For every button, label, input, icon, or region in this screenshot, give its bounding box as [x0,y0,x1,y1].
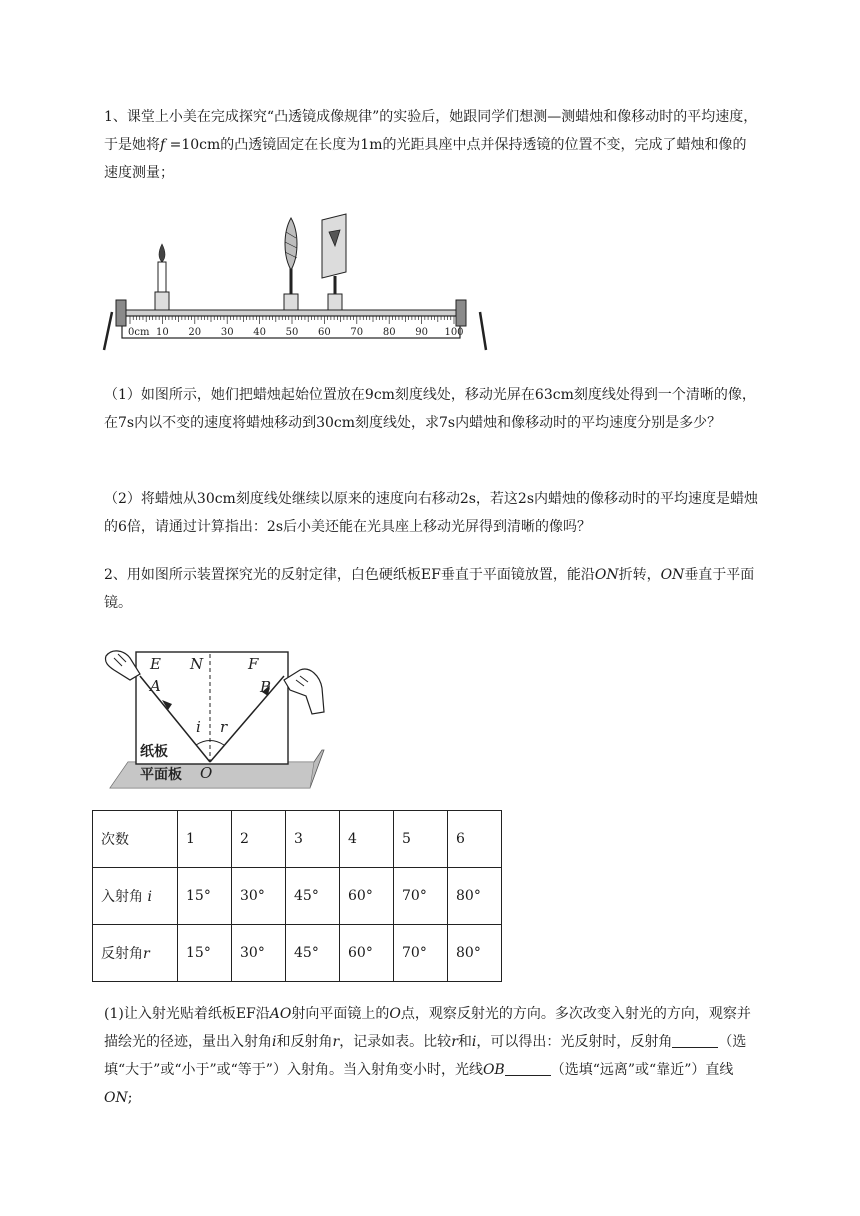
scale-label: 70 [350,327,364,338]
scale-label: 100 [444,327,464,338]
table-header-cell: 6 [448,811,502,868]
symbol: r [332,1034,340,1050]
text: 点，观察反射光的方向。多次改变入射光的方向，观察并描绘光的径迹，量出入射角 [104,1006,751,1050]
row-label-symbol: r [143,946,150,962]
table-header-cell: 1 [178,811,232,868]
symbol: O [389,1006,401,1022]
focal-symbol: f [160,137,166,153]
text: 和 [457,1034,472,1050]
reflection-figure [100,640,330,792]
on-symbol: ON [660,567,685,583]
scale-label: 10 [156,327,169,338]
symbol: ON [104,1090,128,1106]
table-cell: 45° [286,925,340,982]
table-header-cell: 2 [232,811,286,868]
label-r: r [220,718,228,736]
scale-label: 40 [253,327,266,338]
label-mirror: 平面板 [140,767,182,783]
row-label-reflect [93,925,178,982]
text: (1)让入射光贴着纸板EF沿 [104,1006,270,1022]
answer-blank-2[interactable] [505,1059,551,1076]
table-header-cell: 次数 [93,811,178,868]
q2-intro-text-c: 垂直于平面镜。 [104,567,755,611]
scale-label: 50 [285,327,299,338]
scale-label: 0cm [128,327,150,338]
table-header-cell: 3 [286,811,340,868]
symbol: i [471,1034,477,1050]
row-label-text: 反射角 [101,946,143,962]
scale-label: 60 [318,327,331,338]
row-label-incident [93,868,178,925]
on-symbol: ON [594,567,619,583]
optical-bench-figure [100,212,490,354]
table-cell: 70° [394,868,448,925]
table-header-cell: 5 [394,811,448,868]
label-e: E [150,655,161,673]
light-screen [322,214,346,310]
table-cell: 15° [178,868,232,925]
label-o: O [200,764,213,782]
symbol: r [451,1034,458,1050]
symbol: OB [482,1062,505,1078]
label-a: A [150,677,161,695]
scale-label: 20 [188,327,202,338]
table-cell: 15° [178,925,232,982]
angle-table [92,810,502,982]
label-n: N [190,655,204,673]
table-cell: 70° [394,925,448,982]
table-cell: 80° [448,868,502,925]
text: 射向平面镜上的 [291,1006,390,1022]
label-f: F [248,655,259,673]
table-header-cell: 4 [340,811,394,868]
label-b: B [260,678,272,696]
q2-part1 [104,1000,760,1112]
scale-label: 30 [220,327,234,338]
convex-lens [284,218,298,310]
answer-blank-1[interactable] [672,1031,718,1048]
text: ，可以得出：光反射时，反射角 [476,1034,673,1050]
text: 和反射角 [276,1034,333,1050]
candle [155,244,169,310]
table-cell: 45° [286,868,340,925]
q1-intro-text-b: =10cm的凸透镜固定在长度为1m的光距具座中点并保持透镜的位置不变，完成了蜡烛和像的速度测量； [104,137,747,181]
symbol: AO [269,1006,292,1022]
row-label-symbol: i [147,889,152,905]
text: （选填“大于”或“小于”或“等于”）入射角。当入射角变小时，光线 [104,1034,747,1078]
label-board: 纸板 [140,744,168,760]
scale-label: 90 [415,327,428,338]
label-i: i [196,718,201,736]
table-row [93,868,502,925]
table-cell: 30° [232,925,286,982]
symbol: i [272,1034,277,1050]
q1-part1: （1）如图所示，她们把蜡烛起始位置放在9cm刻度线处，移动光屏在63cm刻度线处得到一个清晰的像，在7s内以不变的速度将蜡烛移动到30cm刻度线处，求7s内蜡烛和像移动时的平均速度分别是多少？ [104,387,756,431]
text: ，记录如表。比较 [339,1034,452,1050]
table-cell: 60° [340,868,394,925]
q1-part2: （2）将蜡烛从30cm刻度线处继续以原来的速度向右移动2s，若这2s内蜡烛的像移动时的平均速度是蜡烛的6倍，请通过计算指出：2s后小美还能在光具座上移动光屏得到清晰的像吗？ [104,491,759,535]
q2-intro-text-a: 2、用如图所示装置探究光的反射定律，白色硬纸板EF垂直于平面镜放置，能沿 [104,567,595,583]
table-cell: 80° [448,925,502,982]
table-row [93,811,502,868]
row-label-text: 入射角 [101,889,148,905]
table-row [93,925,502,982]
q1-intro [104,103,760,187]
q1-intro-text-a: 1、课堂上小美在完成探究“凸透镜成像规律”的实验后，她跟同学们想测—测蜡烛和像移动时的平均速度，于是她将 [104,109,758,153]
scale-label: 80 [382,327,396,338]
q2-intro [104,561,760,617]
text: （选填“远离”或“靠近”）直线 [550,1062,734,1078]
q2-intro-text-b: 折转， [618,567,661,583]
table-cell: 60° [340,925,394,982]
table-cell: 30° [232,868,286,925]
text: ; [127,1090,133,1106]
